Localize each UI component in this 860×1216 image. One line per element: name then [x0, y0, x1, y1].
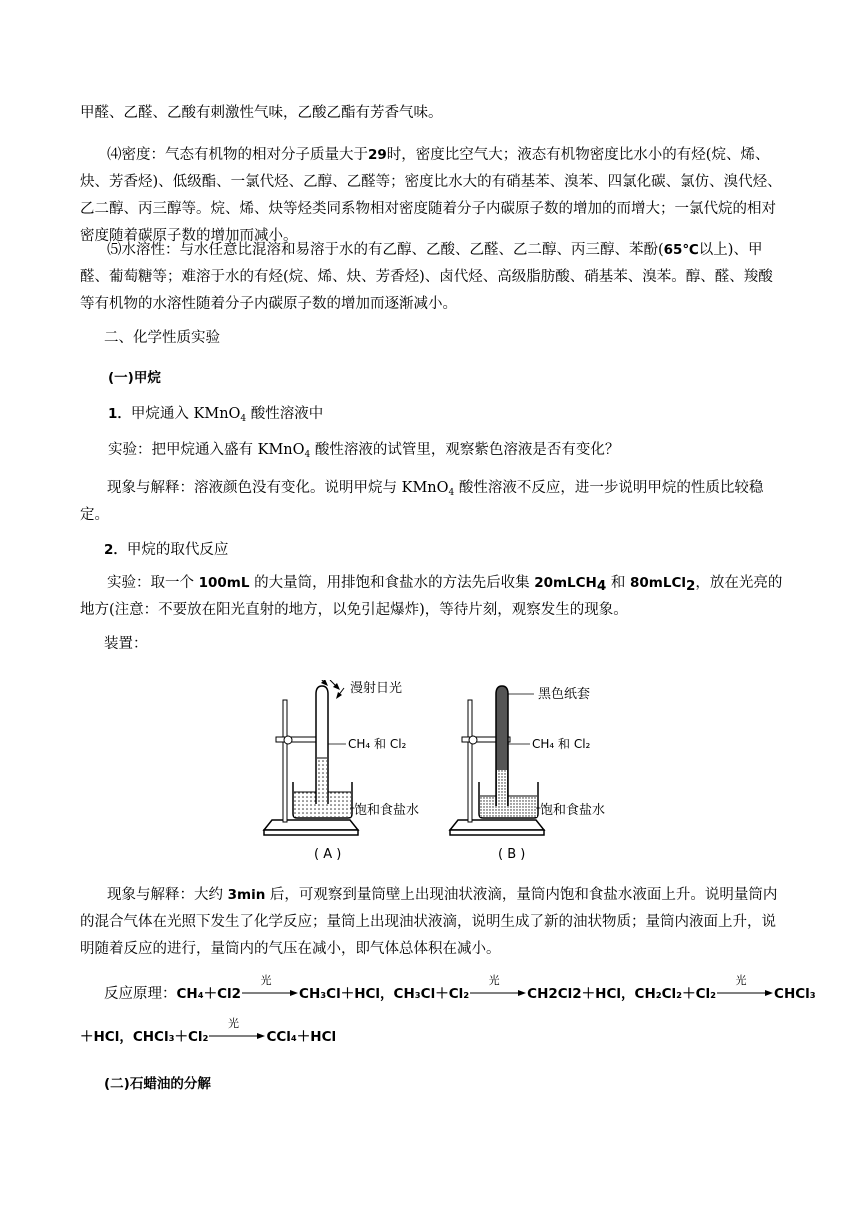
label-paper: 黑色纸套	[538, 687, 591, 702]
apparatus-label: 装置：	[104, 636, 148, 652]
reaction-line-2: ＋HCl，CHCl₃＋Cl₂ 光 CCl₄＋HCl	[80, 1017, 337, 1045]
experiment-kmno4: 实验：把甲烷通入盛有 KMnO$_4$ 酸性溶液的试管里，观察紫色溶液是否有变化？	[108, 442, 620, 460]
paragraph-density: ⑷密度：气态有机物的相对分子质量大于29时，密度比空气大；液态有机物密度比水小的有烃(烷、烯、炔、芳香烃)、低级酯、一氯代烃、乙醇、乙醛等；密度比水大的有硝基苯、溴苯、四氯化碳、氯仿、溴代烃、乙二醇、丙三醇等。烷、烯、炔等烃类同系物相对密度随着分子内碳原子数的增加的而增大；一氯代烷的相对密度随着碳原子数的增加而减小。	[80, 147, 782, 244]
reaction-line-1: 反应原理：CH₄＋Cl2 光 CH₃Cl＋HCl，CH₃Cl＋Cl₂ 光 CH2Cl2＋HCl，CH₂Cl₂＋Cl₂ 光 CHCl₃	[104, 974, 816, 1002]
reaction-arrow: 光	[209, 1027, 265, 1041]
paragraph-smell: 甲醛、乙醛、乙酸有刺激性气味，乙酸乙酯有芳香气味。	[80, 105, 443, 121]
item-heading-substitution: 2．甲烷的取代反应	[104, 542, 229, 558]
item-heading-kmno4: 1．甲烷通入 KMnO$_4$ 酸性溶液中	[108, 406, 324, 424]
label-brine-a: 饱和食盐水	[354, 803, 420, 818]
subsection-heading-paraffin: (二)石蜡油的分解	[104, 1076, 211, 1092]
caption-a: ( A )	[314, 847, 342, 862]
reaction-arrow: 光	[717, 984, 773, 998]
reaction-arrow: 光	[470, 984, 526, 998]
apparatus-figure	[258, 680, 624, 864]
label-brine-b: 饱和食盐水	[540, 803, 606, 818]
observation-substitution: 现象与解释：大约 3min 后，可观察到量筒壁上出现油状液滴，量筒内饱和食盐水液面上升。说明量筒内的混合气体在光照下发生了化学反应；量筒上出现油状液滴，说明生成了新的油状物质；量筒内液面上升，说明随着反应的进行，量筒内的气压在减小，即气体总体积在减小。	[80, 887, 778, 957]
section-heading-chemical: 二、化学性质实验	[104, 330, 220, 346]
reaction-arrow: 光	[242, 984, 298, 998]
caption-b: ( B )	[498, 847, 526, 862]
apparatus-diagram	[258, 680, 624, 864]
observation-kmno4: 现象与解释：溶液颜色没有变化。说明甲烷与 KMnO$_4$ 酸性溶液不反应，进一步说明甲烷的性质比较稳定。	[80, 480, 764, 523]
paragraph-solubility: ⑸水溶性：与水任意比混溶和易溶于水的有乙醇、乙酸、乙醛、乙二醇、丙三醇、苯酚(65℃以上)、甲醛、葡萄糖等；难溶于水的有烃(烷、烯、炔、芳香烃)、卤代烃、高级脂肪酸、硝基苯、溴苯。醇、醛、羧酸等有机物的水溶性随着分子内碳原子数的增加而逐渐减小。	[80, 242, 773, 312]
experiment-substitution: 实验：取一个 100mL 的大量筒，用排饱和食盐水的方法先后收集 20mLCH$_4$ 和 80mLCl$_2$，放在光亮的地方(注意：不要放在阳光直射的地方，以免引起爆炸)，等待片刻，观察发生的现象。	[80, 575, 783, 618]
apparatus-b	[450, 686, 605, 862]
subsection-heading-methane: (一)甲烷	[108, 370, 161, 386]
label-sunlight: 漫射日光	[350, 681, 403, 696]
apparatus-a	[264, 680, 419, 862]
label-gas-b: CH₄ 和 Cl₂	[532, 737, 591, 751]
label-gas-a: CH₄ 和 Cl₂	[348, 737, 407, 751]
